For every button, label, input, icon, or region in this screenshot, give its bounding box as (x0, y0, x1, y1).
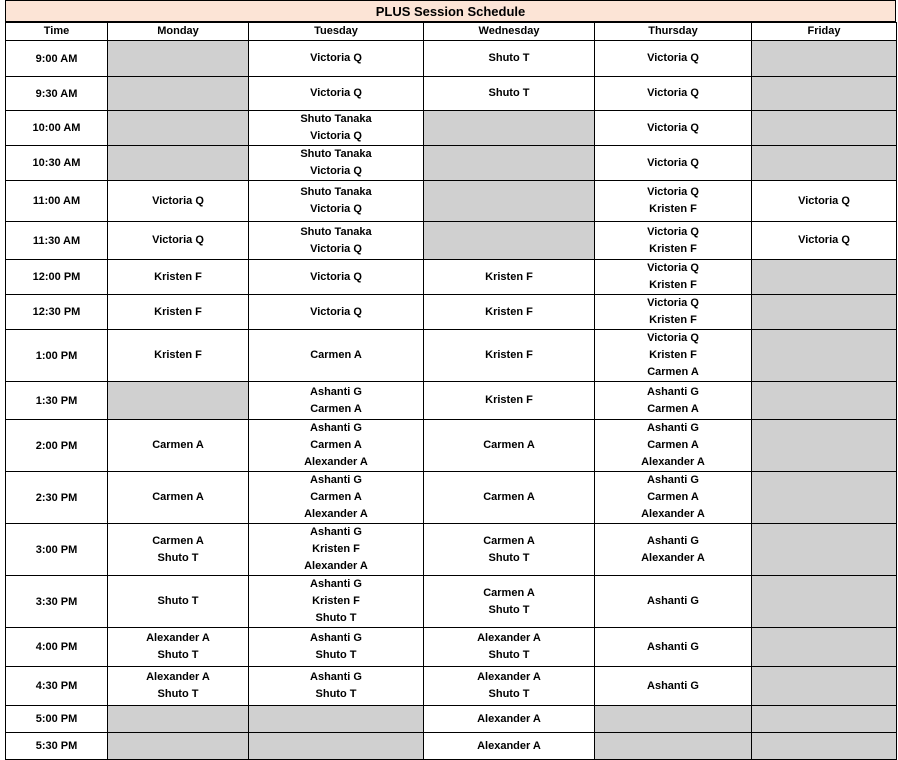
tutor-name: Carmen A (310, 491, 362, 503)
session-names (595, 85, 751, 102)
session-cell-monday[interactable] (108, 330, 249, 382)
session-cell-monday[interactable] (108, 260, 249, 295)
tutor-name: Ashanti G (647, 679, 699, 692)
tutor-name: Ashanti G (647, 595, 699, 607)
session-cell-tuesday[interactable] (249, 472, 424, 524)
empty-slot-wednesday[interactable] (424, 111, 595, 146)
tutor-name: Shuto Tanaka (300, 225, 372, 238)
session-names (595, 472, 751, 523)
session-names (424, 269, 594, 286)
session-names (595, 593, 751, 610)
time-cell[interactable]: 2:30 PM (6, 472, 108, 524)
empty-slot-monday[interactable] (108, 41, 249, 77)
tutor-name: Carmen A (483, 534, 535, 547)
empty-slot-friday[interactable] (752, 524, 897, 576)
table-row (6, 576, 897, 628)
empty-slot-friday[interactable] (752, 472, 897, 524)
tutor-name: Victoria Q (647, 156, 699, 169)
tutor-name: Shuto T (157, 551, 199, 564)
empty-slot-friday[interactable] (752, 628, 897, 667)
tutor-name: Ashanti G (310, 474, 362, 486)
session-cell-wednesday[interactable] (424, 706, 595, 733)
tutor-name: Shuto Tanaka (300, 113, 372, 125)
empty-slot-thursday[interactable] (595, 706, 752, 733)
table-row (6, 146, 897, 181)
table-row (6, 260, 897, 295)
empty-slot-thursday[interactable] (595, 733, 752, 760)
session-cell-tuesday[interactable] (249, 576, 424, 628)
time-cell[interactable]: 11:00 AM (6, 181, 108, 222)
session-names (595, 533, 751, 567)
session-names (595, 330, 751, 381)
time-cell[interactable]: 4:30 PM (6, 667, 108, 706)
session-cell-tuesday[interactable] (249, 181, 424, 222)
table-row (6, 733, 897, 760)
tutor-name: Ashanti G (647, 534, 699, 547)
session-names (752, 193, 896, 210)
empty-slot-tuesday[interactable] (249, 733, 424, 760)
session-names (249, 347, 423, 364)
session-cell-wednesday[interactable] (424, 330, 595, 382)
session-names (249, 576, 423, 627)
time-cell[interactable]: 5:00 PM (6, 706, 108, 733)
empty-slot-friday[interactable] (752, 576, 897, 628)
table-row (6, 628, 897, 667)
time-cell[interactable]: 9:30 AM (6, 77, 108, 111)
session-cell-tuesday[interactable] (249, 260, 424, 295)
session-cell-wednesday[interactable] (424, 382, 595, 420)
session-names (424, 711, 594, 728)
tutor-name: Shuto T (157, 688, 199, 700)
session-names (249, 524, 423, 575)
session-names (424, 392, 594, 409)
tutor-name: Shuto T (488, 603, 530, 616)
tutor-name: Carmen A (152, 439, 204, 451)
tutor-name: Kristen F (154, 270, 202, 283)
session-names (249, 224, 423, 258)
session-names (424, 630, 594, 664)
empty-slot-friday[interactable] (752, 41, 897, 77)
session-cell-tuesday[interactable] (249, 222, 424, 260)
session-names (424, 50, 594, 67)
session-cell-thursday[interactable] (595, 628, 752, 667)
empty-slot-friday[interactable] (752, 733, 897, 760)
session-names (108, 630, 248, 664)
tutor-name: Victoria Q (310, 203, 362, 215)
tutor-name: Shuto T (315, 612, 357, 624)
tutor-name: Ashanti G (310, 671, 362, 683)
session-names (108, 193, 248, 210)
tutor-name: Alexander A (477, 739, 541, 752)
session-cell-thursday[interactable] (595, 111, 752, 146)
column-header-friday[interactable]: Friday (752, 23, 897, 41)
table-row (6, 382, 897, 420)
session-names (595, 50, 751, 67)
tutor-name: Ashanti G (647, 422, 699, 434)
empty-slot-friday[interactable] (752, 111, 897, 146)
empty-slot-friday[interactable] (752, 146, 897, 181)
table-row (6, 667, 897, 706)
table-row (6, 222, 897, 260)
column-header-time[interactable]: Time (6, 23, 108, 41)
session-cell-wednesday[interactable] (424, 41, 595, 77)
session-names (108, 304, 248, 321)
tutor-name: Shuto T (157, 649, 199, 661)
empty-slot-friday[interactable] (752, 330, 897, 382)
header-row (6, 23, 897, 41)
session-cell-tuesday[interactable] (249, 382, 424, 420)
empty-slot-monday[interactable] (108, 382, 249, 420)
session-names (249, 269, 423, 286)
tutor-name: Victoria Q (798, 234, 850, 246)
table-row (6, 181, 897, 222)
tutor-name: Victoria Q (647, 121, 699, 134)
session-cell-tuesday[interactable] (249, 420, 424, 472)
session-names (595, 155, 751, 172)
empty-slot-monday[interactable] (108, 146, 249, 181)
session-cell-thursday[interactable] (595, 667, 752, 706)
session-cell-monday[interactable] (108, 576, 249, 628)
tutor-name: Alexander A (641, 508, 705, 520)
session-names (249, 304, 423, 321)
tutor-name: Carmen A (483, 586, 535, 599)
tutor-name: Shuto T (488, 649, 530, 661)
session-cell-friday[interactable] (752, 181, 897, 222)
empty-slot-friday[interactable] (752, 420, 897, 472)
tutor-name: Kristen F (485, 270, 533, 283)
empty-slot-friday[interactable] (752, 77, 897, 111)
tutor-name: Carmen A (152, 534, 204, 547)
column-header-monday[interactable]: Monday (108, 23, 249, 41)
empty-slot-friday[interactable] (752, 260, 897, 295)
tutor-name: Alexander A (304, 508, 368, 520)
session-names (595, 420, 751, 471)
session-names (595, 295, 751, 329)
time-cell[interactable]: 2:00 PM (6, 420, 108, 472)
empty-slot-monday[interactable] (108, 77, 249, 111)
session-cell-thursday[interactable] (595, 330, 752, 382)
time-cell[interactable]: 3:00 PM (6, 524, 108, 576)
tutor-name: Kristen F (649, 349, 697, 361)
tutor-name: Victoria Q (310, 130, 362, 142)
session-names (108, 437, 248, 454)
session-cell-wednesday[interactable] (424, 733, 595, 760)
tutor-name: Alexander A (641, 456, 705, 468)
tutor-name: Victoria Q (310, 305, 362, 318)
table-row (6, 41, 897, 77)
session-cell-thursday[interactable] (595, 77, 752, 111)
session-cell-thursday[interactable] (595, 382, 752, 420)
tutor-name: Carmen A (310, 439, 362, 451)
tutor-name: Ashanti G (310, 385, 362, 398)
session-names (424, 533, 594, 567)
session-cell-tuesday[interactable] (249, 667, 424, 706)
tutor-name: Victoria Q (798, 194, 850, 207)
session-cell-wednesday[interactable] (424, 77, 595, 111)
tutor-name: Shuto Tanaka (300, 186, 372, 198)
session-names (108, 593, 248, 610)
tutor-name: Kristen F (154, 305, 202, 318)
session-cell-wednesday[interactable] (424, 524, 595, 576)
time-cell[interactable]: 1:30 PM (6, 382, 108, 420)
session-names (108, 232, 248, 249)
session-names (249, 384, 423, 418)
tutor-name: Shuto T (315, 688, 357, 700)
tutor-name: Ashanti G (647, 385, 699, 398)
tutor-name: Kristen F (312, 543, 360, 555)
session-cell-thursday[interactable] (595, 222, 752, 260)
session-names (424, 585, 594, 619)
table-row (6, 111, 897, 146)
tutor-name: Alexander A (304, 456, 368, 468)
tutor-name: Ashanti G (310, 578, 362, 590)
empty-slot-friday[interactable] (752, 667, 897, 706)
time-cell[interactable]: 1:00 PM (6, 330, 108, 382)
table-row (6, 472, 897, 524)
session-cell-wednesday[interactable] (424, 420, 595, 472)
tutor-name: Kristen F (649, 242, 697, 255)
tutor-name: Victoria Q (152, 194, 204, 207)
session-names (108, 269, 248, 286)
tutor-name: Ashanti G (647, 474, 699, 486)
session-names (249, 630, 423, 664)
table-row (6, 330, 897, 382)
session-cell-wednesday[interactable] (424, 576, 595, 628)
tutor-name: Alexander A (146, 671, 210, 683)
schedule-body (6, 41, 897, 760)
session-cell-tuesday[interactable] (249, 330, 424, 382)
tutor-name: Kristen F (485, 349, 533, 361)
table-row (6, 706, 897, 733)
tutor-name: Carmen A (647, 439, 699, 451)
table-row (6, 420, 897, 472)
empty-slot-monday[interactable] (108, 706, 249, 733)
time-cell[interactable]: 10:00 AM (6, 111, 108, 146)
session-names (108, 489, 248, 506)
tutor-name: Victoria Q (310, 87, 362, 99)
tutor-name: Carmen A (647, 366, 699, 378)
session-cell-wednesday[interactable] (424, 628, 595, 667)
tutor-name: Victoria Q (152, 234, 204, 246)
session-cell-monday[interactable] (108, 420, 249, 472)
empty-slot-friday[interactable] (752, 382, 897, 420)
session-names (249, 85, 423, 102)
schedule-table (5, 22, 897, 760)
time-cell[interactable]: 4:00 PM (6, 628, 108, 667)
session-cell-monday[interactable] (108, 295, 249, 330)
session-names (249, 669, 423, 703)
tutor-name: Carmen A (152, 491, 204, 503)
tutor-name: Carmen A (483, 439, 535, 451)
session-names (249, 50, 423, 67)
tutor-name: Victoria Q (647, 262, 699, 274)
time-cell[interactable]: 11:30 AM (6, 222, 108, 260)
empty-slot-tuesday[interactable] (249, 706, 424, 733)
tutor-name: Shuto T (488, 551, 530, 564)
tutor-name: Kristen F (649, 314, 697, 326)
session-cell-monday[interactable] (108, 181, 249, 222)
tutor-name: Kristen F (649, 203, 697, 215)
session-cell-thursday[interactable] (595, 295, 752, 330)
session-cell-monday[interactable] (108, 222, 249, 260)
tutor-name: Carmen A (483, 491, 535, 503)
time-cell[interactable]: 12:30 PM (6, 295, 108, 330)
tutor-name: Ashanti G (647, 640, 699, 653)
session-names (595, 184, 751, 218)
session-cell-tuesday[interactable] (249, 628, 424, 667)
tutor-name: Alexander A (146, 632, 210, 644)
empty-slot-monday[interactable] (108, 111, 249, 146)
session-cell-thursday[interactable] (595, 181, 752, 222)
session-names (424, 304, 594, 321)
tutor-name: Victoria Q (647, 332, 699, 344)
time-cell[interactable]: 5:30 PM (6, 733, 108, 760)
tutor-name: Shuto T (157, 595, 199, 607)
session-names (424, 738, 594, 755)
tutor-name: Kristen F (485, 305, 533, 318)
tutor-name: Victoria Q (647, 87, 699, 99)
empty-slot-monday[interactable] (108, 733, 249, 760)
session-names (424, 85, 594, 102)
session-cell-thursday[interactable] (595, 41, 752, 77)
session-cell-tuesday[interactable] (249, 146, 424, 181)
session-names (424, 489, 594, 506)
column-header-tuesday[interactable]: Tuesday (249, 23, 424, 41)
tutor-name: Kristen F (154, 349, 202, 361)
session-names (595, 224, 751, 258)
session-cell-thursday[interactable] (595, 260, 752, 295)
tutor-name: Victoria Q (310, 165, 362, 177)
session-names (595, 120, 751, 137)
session-cell-thursday[interactable] (595, 146, 752, 181)
session-cell-wednesday[interactable] (424, 295, 595, 330)
session-cell-monday[interactable] (108, 524, 249, 576)
tutor-name: Victoria Q (647, 186, 699, 198)
session-names (249, 420, 423, 471)
session-names (249, 146, 423, 180)
session-names (108, 347, 248, 364)
table-row (6, 295, 897, 330)
session-names (424, 437, 594, 454)
session-names (249, 472, 423, 523)
tutor-name: Alexander A (304, 560, 368, 572)
column-header-wednesday[interactable]: Wednesday (424, 23, 595, 41)
tutor-name: Kristen F (649, 279, 697, 291)
time-cell[interactable]: 3:30 PM (6, 576, 108, 628)
tutor-name: Shuto T (488, 87, 530, 99)
empty-slot-wednesday[interactable] (424, 181, 595, 222)
tutor-name: Victoria Q (647, 297, 699, 309)
table-row (6, 77, 897, 111)
tutor-name: Kristen F (485, 394, 533, 406)
empty-slot-wednesday[interactable] (424, 222, 595, 260)
tutor-name: Ashanti G (310, 526, 362, 538)
session-cell-monday[interactable] (108, 628, 249, 667)
session-names (108, 533, 248, 567)
schedule-title: PLUS Session Schedule (5, 0, 896, 22)
session-cell-thursday[interactable] (595, 420, 752, 472)
session-cell-wednesday[interactable] (424, 260, 595, 295)
table-row (6, 524, 897, 576)
session-names (424, 669, 594, 703)
session-cell-tuesday[interactable] (249, 111, 424, 146)
tutor-name: Victoria Q (310, 242, 362, 255)
session-cell-monday[interactable] (108, 667, 249, 706)
session-cell-friday[interactable] (752, 222, 897, 260)
session-cell-tuesday[interactable] (249, 524, 424, 576)
time-cell[interactable]: 9:00 AM (6, 41, 108, 77)
empty-slot-friday[interactable] (752, 295, 897, 330)
session-cell-thursday[interactable] (595, 524, 752, 576)
session-names (752, 232, 896, 249)
session-cell-monday[interactable] (108, 472, 249, 524)
time-cell[interactable]: 10:30 AM (6, 146, 108, 181)
session-cell-tuesday[interactable] (249, 41, 424, 77)
tutor-name: Alexander A (477, 632, 541, 644)
session-names (595, 678, 751, 695)
tutor-name: Shuto Tanaka (300, 148, 372, 160)
session-names (108, 669, 248, 703)
tutor-name: Carmen A (647, 402, 699, 415)
session-cell-tuesday[interactable] (249, 295, 424, 330)
session-cell-wednesday[interactable] (424, 667, 595, 706)
session-names (595, 384, 751, 418)
session-cell-thursday[interactable] (595, 576, 752, 628)
tutor-name: Alexander A (641, 551, 705, 564)
empty-slot-wednesday[interactable] (424, 146, 595, 181)
tutor-name: Carmen A (647, 491, 699, 503)
tutor-name: Alexander A (477, 712, 541, 725)
tutor-name: Carmen A (310, 402, 362, 415)
tutor-name: Victoria Q (310, 52, 362, 64)
tutor-name: Ashanti G (310, 632, 362, 644)
session-names (595, 639, 751, 656)
session-names (249, 111, 423, 145)
empty-slot-friday[interactable] (752, 706, 897, 733)
tutor-name: Shuto T (315, 649, 357, 661)
session-names (249, 184, 423, 218)
tutor-name: Victoria Q (647, 225, 699, 238)
session-names (595, 260, 751, 294)
time-cell[interactable]: 12:00 PM (6, 260, 108, 295)
tutor-name: Victoria Q (310, 270, 362, 283)
session-cell-thursday[interactable] (595, 472, 752, 524)
tutor-name: Kristen F (312, 595, 360, 607)
column-header-thursday[interactable]: Thursday (595, 23, 752, 41)
session-cell-tuesday[interactable] (249, 77, 424, 111)
tutor-name: Carmen A (310, 349, 362, 361)
session-cell-wednesday[interactable] (424, 472, 595, 524)
tutor-name: Shuto T (488, 688, 530, 700)
tutor-name: Alexander A (477, 671, 541, 683)
tutor-name: Shuto T (488, 52, 530, 64)
tutor-name: Ashanti G (310, 422, 362, 434)
tutor-name: Victoria Q (647, 52, 699, 64)
session-names (424, 347, 594, 364)
